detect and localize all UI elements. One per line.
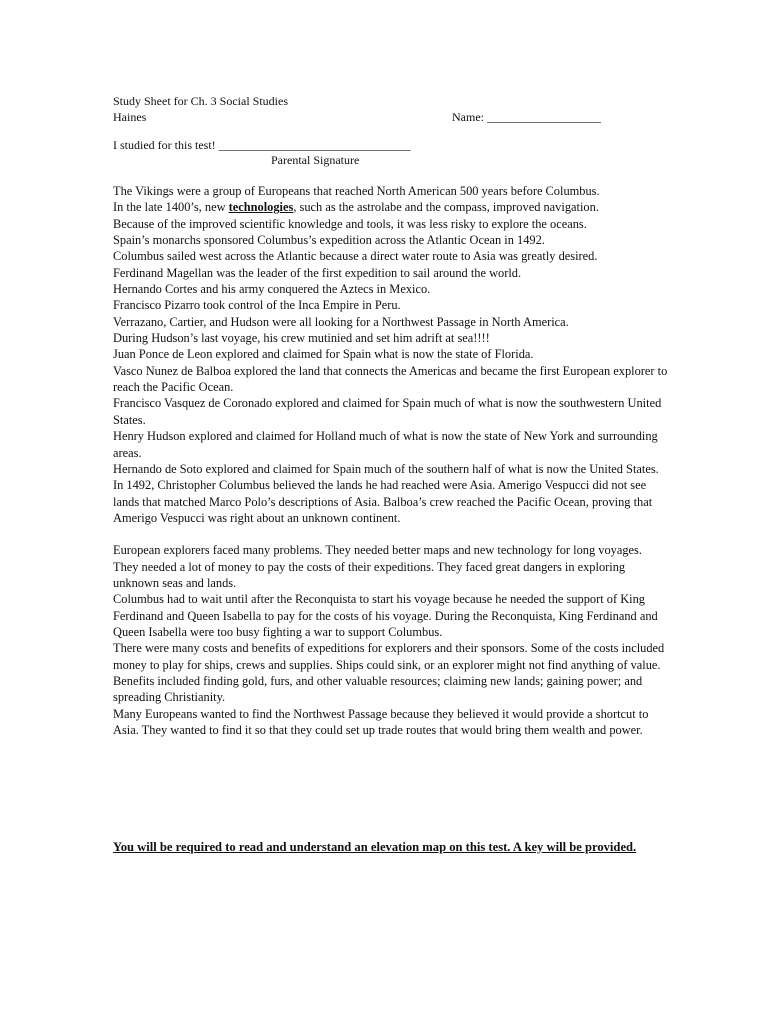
fact-paragraph [113,199,668,215]
fact-paragraph: Because of the improved scientific knowledge and tools, it was less risky to explore the oceans. [113,216,587,231]
fact-paragraph: Verrazano, Cartier, and Hudson were all looking for a Northwest Passage in North America. [113,314,569,329]
fact-paragraph: Hernando Cortes and his army conquered the Aztecs in Mexico. [113,282,431,297]
fact-paragraph: Vasco Nunez de Balboa explored the land that connects the Americas and became the first European explorer to reach the Pacific Ocean. [113,363,668,395]
study-notes [113,183,668,738]
fact-paragraph: Henry Hudson explored and claimed for Holland much of what is now the state of New York and surrounding areas. [113,429,658,460]
student-name-field: Name: ___________________ [452,110,601,124]
fact-paragraph: During Hudson’s last voyage, his crew mutinied and set him adrift at sea!!!! [113,331,490,346]
teacher-name: Haines [113,110,147,124]
studied-signature-line: I studied for this test! ________________________________ [113,138,411,152]
fact-paragraph: European explorers faced many problems. They needed better maps and new technology for long voyages. They needed a lot of money to pay the costs of their expeditions. They faced great dangers in exploring unknown seas and lands. [113,543,642,590]
technologies-emphasis: technologies [228,200,294,215]
paragraph-gap [113,526,668,542]
fact-paragraph: The Vikings were a group of Europeans that reached North American 500 years before Columbus. [113,184,600,198]
fact-paragraph: Francisco Vasquez de Coronado explored and claimed for Spain much of what is now the southwestern United States. [113,396,662,427]
fact-text: , such as the astrolabe and the compass, improved navigation. [293,200,599,215]
header-row [113,109,653,125]
study-sheet-title: Study Sheet for Ch. 3 Social Studies [113,94,288,108]
header [113,93,653,125]
fact-paragraph: Spain’s monarchs sponsored Columbus’s expedition across the Atlantic Ocean in 1492. [113,233,545,248]
fact-paragraph: Many Europeans wanted to find the Northwest Passage because they believed it would provide a shortcut to Asia. They wanted to find it so that they could set up trade routes that would bring them wealth and power. [113,706,649,737]
fact-paragraph: Juan Ponce de Leon explored and claimed for Spain what is now the state of Florida. [113,347,534,362]
fact-paragraph: In 1492, Christopher Columbus believed the lands he had reached were Asia. Amerigo Vespucci did not see lands that matched Marco Polo’s descriptions of Asia. Balboa’s crew reached the Pacific Ocean, proving that Amerigo Vespucci was right about an unknown continent. [113,478,653,525]
elevation-map-note: You will be required to read and understand an elevation map on this test. A key will be provided. [113,840,637,854]
fact-text: In the late 1400’s, new [113,200,229,215]
fact-paragraph: There were many costs and benefits of expeditions for explorers and their sponsors. Some of the costs included money to play for ships, crews and supplies. Ships could sink, or an explorer might not find anything of value. Benefits included finding gold, furs, and other valuable resources; claiming new lands; gaining power; and spreading Christianity. [113,641,665,705]
fact-paragraph: Francisco Pizarro took control of the Inca Empire in Peru. [113,298,401,313]
fact-paragraph: Ferdinand Magellan was the leader of the first expedition to sail around the world. [113,265,522,280]
fact-paragraph: Columbus had to wait until after the Reconquista to start his voyage because he needed the support of King Ferdinand and Queen Isabella to pay for the costs of his voyage. During the Reconquista, King Ferdinand and Queen Isabella were too busy fighting a war to support Columbus. [113,592,658,639]
fact-paragraph: Columbus sailed west across the Atlantic because a direct water route to Asia was greatly desired. [113,249,598,264]
parental-signature-caption: Parental Signature [271,153,360,167]
fact-paragraph: Hernando de Soto explored and claimed for Spain much of the southern half of what is now the United States. [113,461,659,476]
